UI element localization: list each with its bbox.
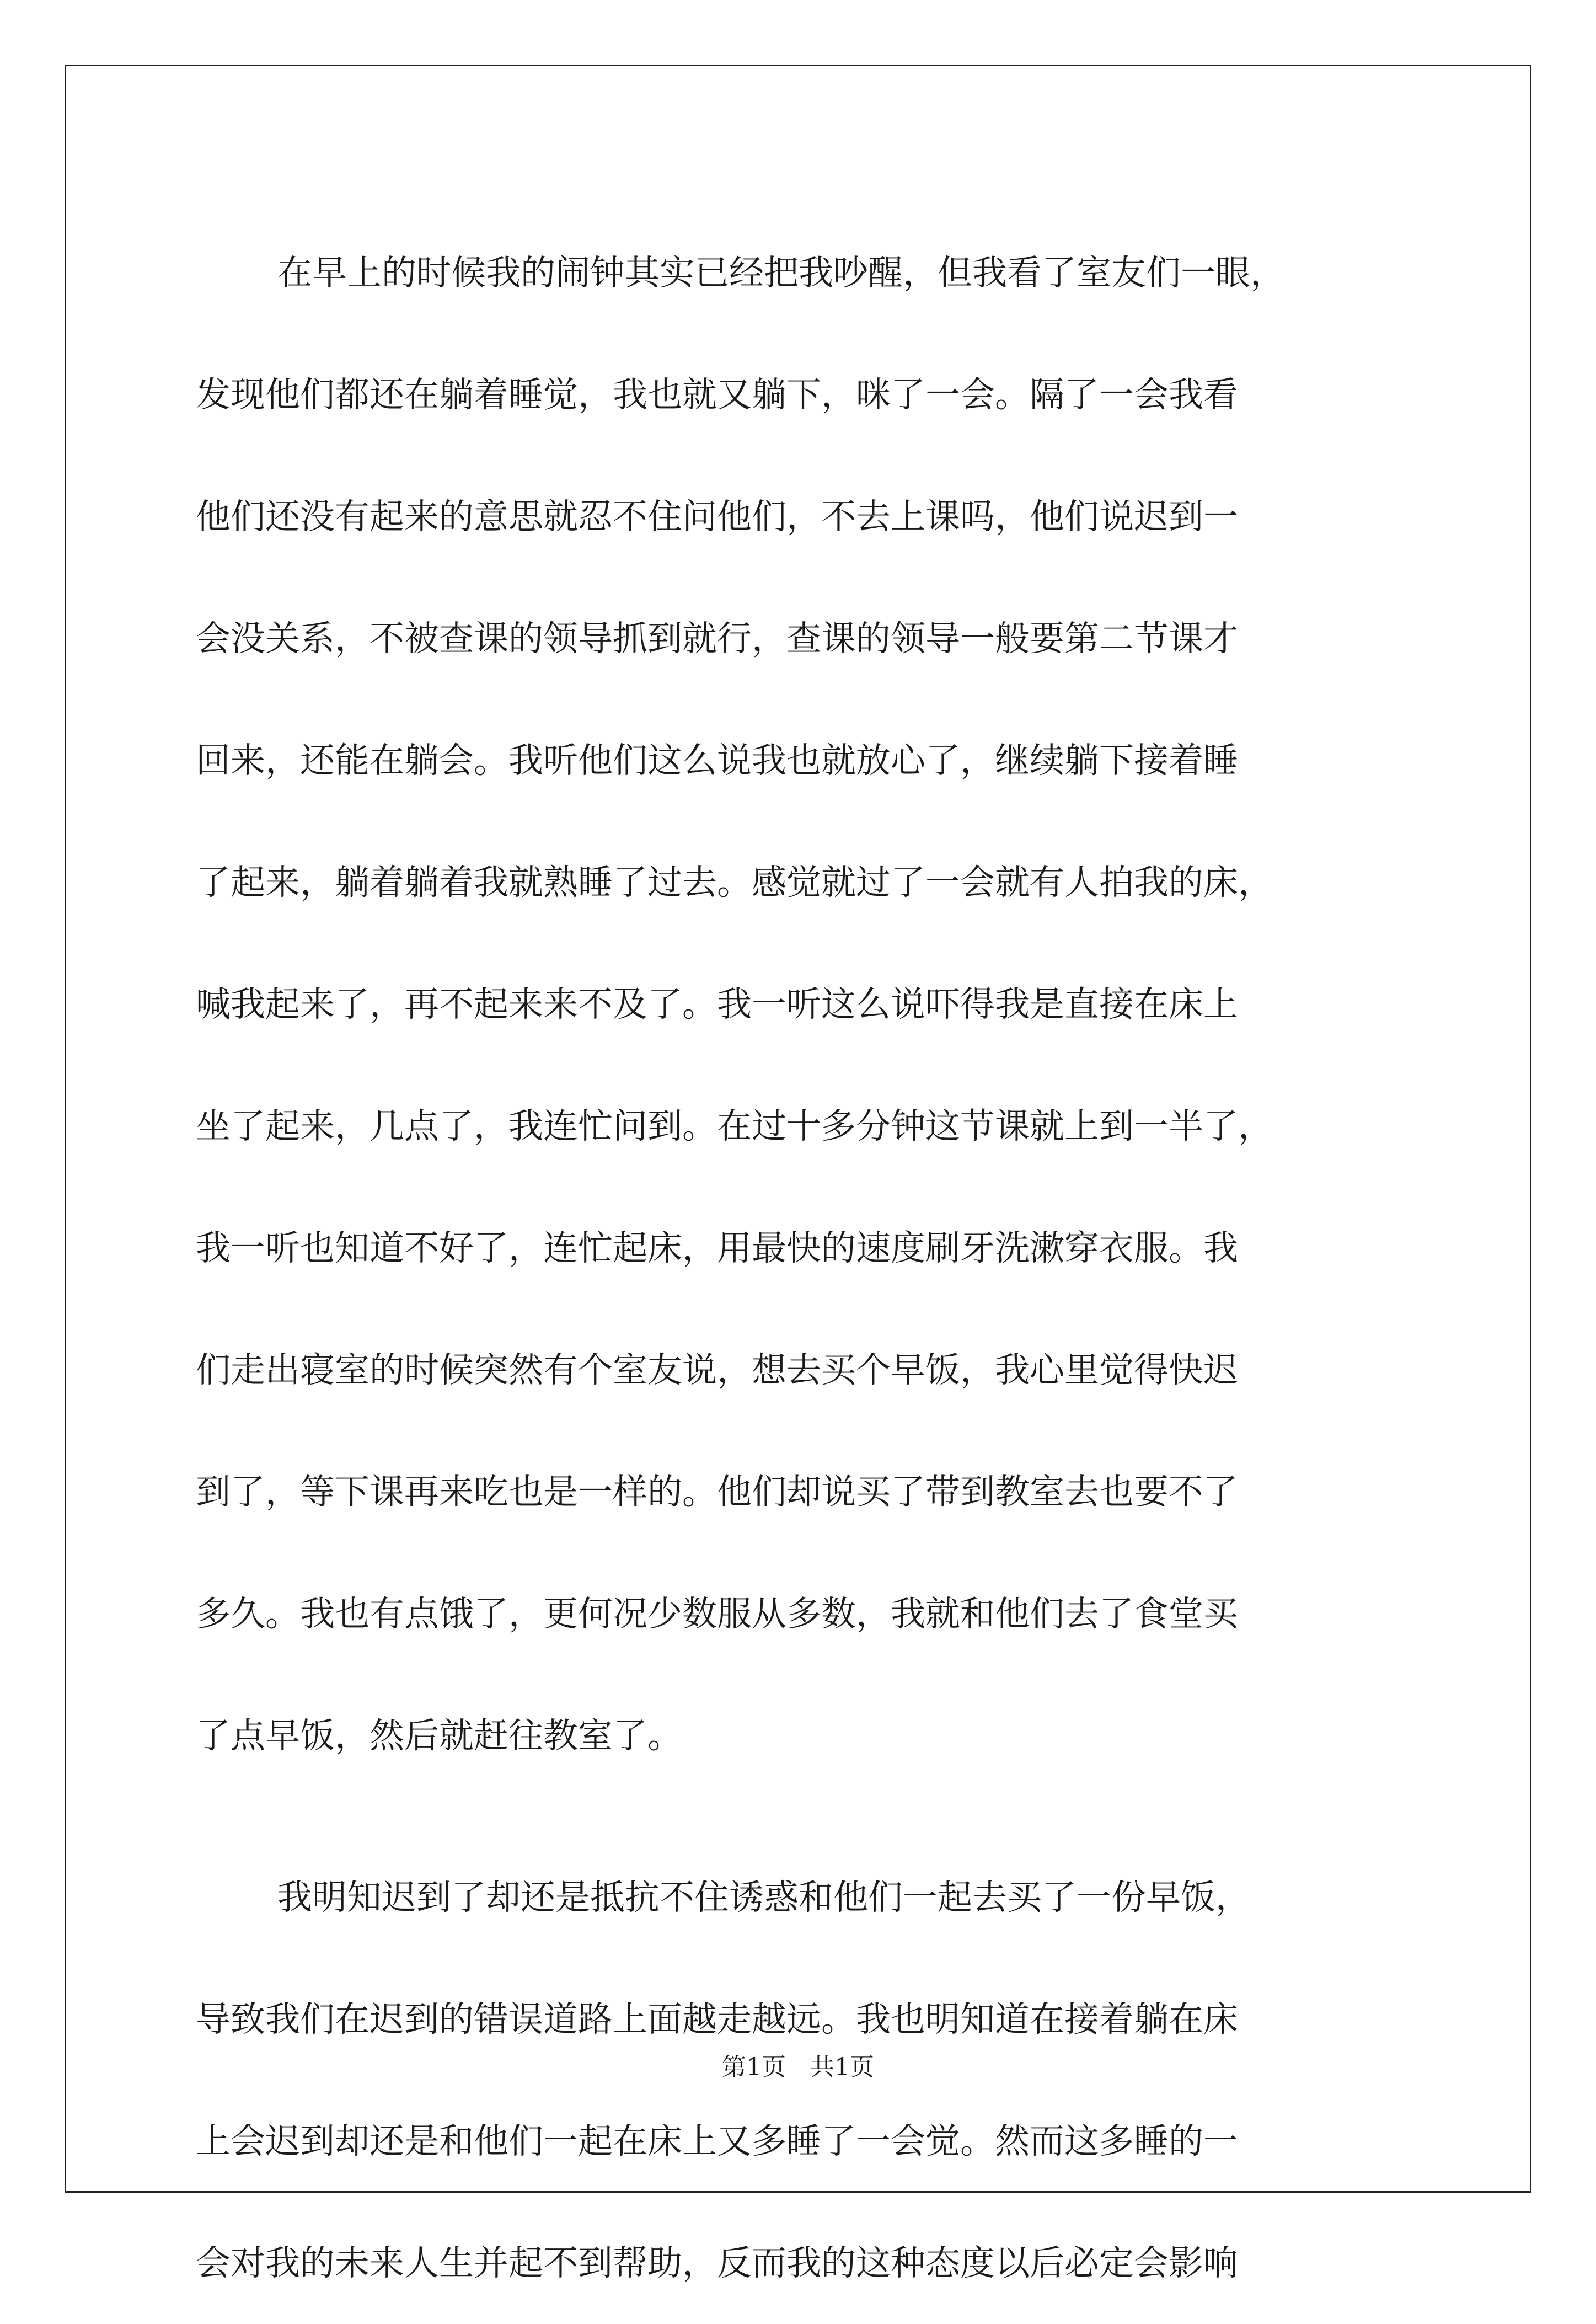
paragraph-1-line-9: 我一听也知道不好了，连忙起床，用最快的速度刷牙洗漱穿衣服。我 [196, 1228, 1238, 1268]
paragraph-1-line-4: 会没关系，不被查课的领导抓到就行，查课的领导一般要第二节课才 [196, 618, 1238, 659]
paragraph-1-line-11: 到了，等下课再来吃也是一样的。他们却说买了带到教室去也要不了 [196, 1472, 1238, 1512]
paragraph-1-line-8: 坐了起来，几点了，我连忙问到。在过十多分钟这节课就上到一半了， [196, 1106, 1273, 1146]
document-body [196, 212, 1404, 2324]
paragraph-1-line-10: 们走出寝室的时候突然有个室友说，想去买个早饭，我心里觉得快迟 [196, 1350, 1238, 1390]
paragraph-2-line-2: 导致我们在迟到的错误道路上面越走越远。我也明知道在接着躺在床 [196, 1999, 1238, 2039]
paragraph-2-line-3: 上会迟到却还是和他们一起在床上又多睡了一会觉。然而这多睡的一 [196, 2121, 1238, 2161]
paragraph-1-line-6: 了起来，躺着躺着我就熟睡了过去。感觉就过了一会就有人拍我的床， [196, 862, 1273, 902]
paragraph-1-line-1: 在早上的时候我的闹钟其实已经把我吵醒，但我看了室友们一眼， [277, 253, 1285, 293]
paragraph-1-line-7: 喊我起来了，再不起来来不及了。我一听这么说吓得我是直接在床上 [196, 984, 1238, 1024]
paragraph-gap [196, 1797, 1404, 1836]
paragraph-1-line-13: 了点早饭，然后就赶往教室了。 [196, 1716, 682, 1756]
paragraph-1-line-12: 多久。我也有点饿了，更何况少数服从多数，我就和他们去了食堂买 [196, 1594, 1238, 1634]
paragraph-1-line-5: 回来，还能在躺会。我听他们这么说我也就放心了，继续躺下接着睡 [196, 740, 1238, 781]
paragraph-2-line-1: 我明知迟到了却还是抵抗不住诱惑和他们一起去买了一份早饭， [277, 1877, 1250, 1917]
paragraph-1-line-3: 他们还没有起来的意思就忍不住问他们，不去上课吗，他们说迟到一 [196, 496, 1238, 537]
paragraph-1-line-2: 发现他们都还在躺着睡觉，我也就又躺下，咪了一会。隔了一会我看 [196, 375, 1238, 415]
page-number-footer: 第1页 共1页 [722, 2053, 874, 2081]
paragraph-2-line-4: 会对我的未来人生并起不到帮助，反而我的这种态度以后必定会影响 [196, 2243, 1238, 2283]
